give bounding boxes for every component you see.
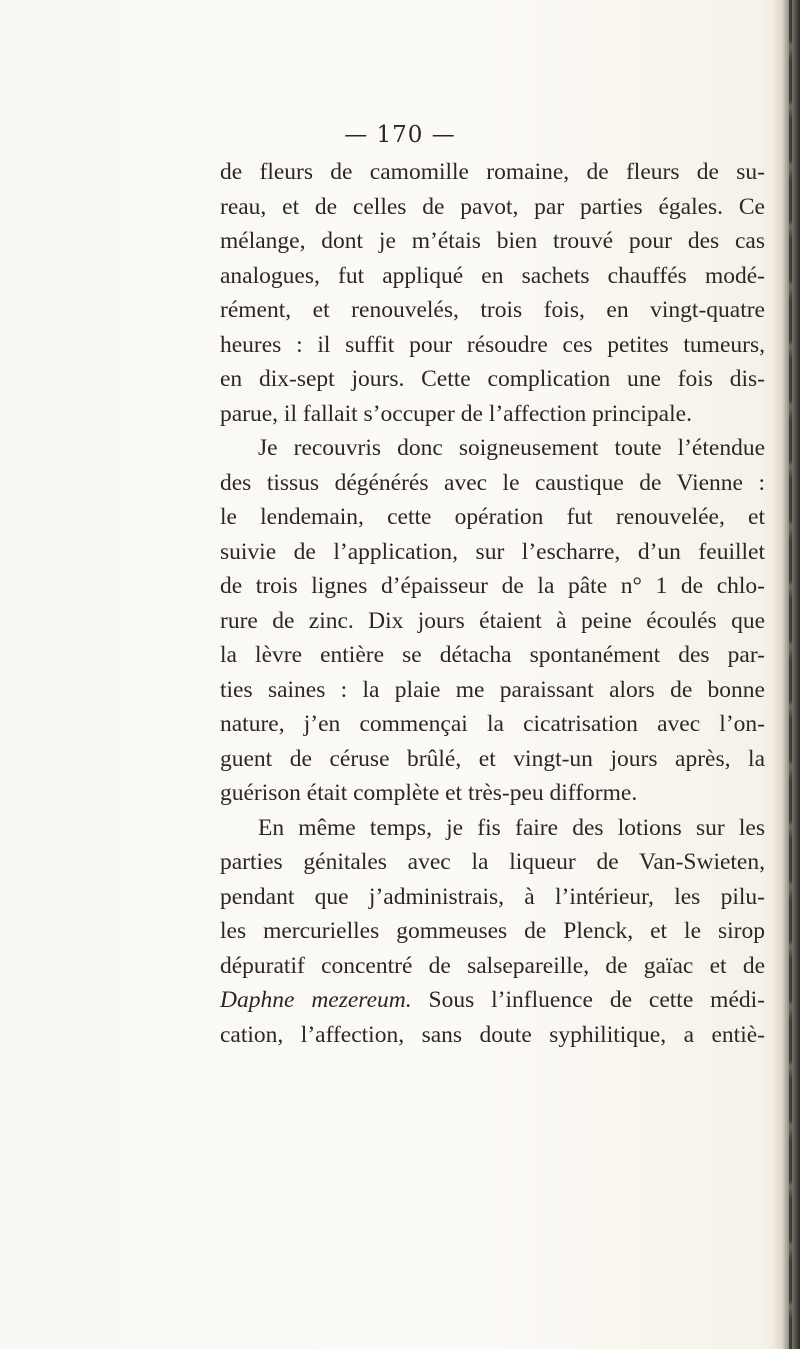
text-line: Je recouvris donc soigneusement toute l’étendue [258, 435, 765, 461]
page-number: — 170 — [344, 122, 456, 148]
text-line: Daphne mezereum. Sous l’influence de cette médi- [220, 987, 765, 1013]
binding-edge [789, 0, 792, 1349]
text-line: parties génitales avec la liqueur de Van-Swieten, [220, 849, 765, 875]
text-line: les mercurielles gommeuses de Plenck, et le sirop [220, 918, 765, 944]
page-edge-shadow [772, 0, 800, 1349]
text-line: de trois lignes d’épaisseur de la pâte n° 1 de chlo- [220, 573, 765, 599]
text-line: de fleurs de camomille romaine, de fleurs de su- [220, 159, 765, 185]
text-line: des tissus dégénérés avec le caustique de Vienne : [220, 469, 765, 496]
text-line: parue, il fallait s’occuper de l’affection principale. [220, 400, 692, 427]
text-line: cation, l’affection, sans doute syphilitique, a entiè- [220, 1021, 765, 1048]
text-line: ties saines : la plaie me paraissant alors de bonne [220, 676, 765, 703]
text-line: guérison était complète et très-peu difforme. [220, 780, 638, 806]
italic-species-name: Daphne mezereum. [220, 987, 412, 1013]
body-text [220, 155, 765, 1052]
text-line: heures : il suffit pour résoudre ces petites tumeurs, [220, 331, 765, 358]
text-line: analogues, fut appliqué en sachets chauffés modé- [220, 262, 765, 289]
text-line: mélange, dont je m’étais bien trouvé pour des cas [220, 228, 765, 254]
text-line: rure de zinc. Dix jours étaient à peine écoulés que [220, 607, 765, 634]
text-line: dépuratif concentré de salsepareille, de gaïac et de [220, 952, 765, 979]
text-line: guent de céruse brûlé, et vingt-un jours après, la [220, 745, 765, 772]
text-line: pendant que j’administrais, à l’intérieur, les pilu- [220, 883, 765, 910]
text-line: la lèvre entière se détacha spontanément des par- [220, 642, 765, 668]
text-line: en dix-sept jours. Cette complication une fois dis- [220, 366, 765, 392]
text-line: nature, j’en commençai la cicatrisation avec l’on- [220, 711, 765, 737]
text-line: rément, et renouvelés, trois fois, en vingt-quatre [220, 297, 765, 323]
text-line: reau, et de celles de pavot, par parties égales. Ce [220, 193, 765, 220]
text-line: suivie de l’application, sur l’escharre, d’un feuillet [220, 538, 765, 565]
text-line: le lendemain, cette opération fut renouvelée, et [220, 504, 765, 530]
text-line: En même temps, je fis faire des lotions sur les [258, 814, 765, 841]
